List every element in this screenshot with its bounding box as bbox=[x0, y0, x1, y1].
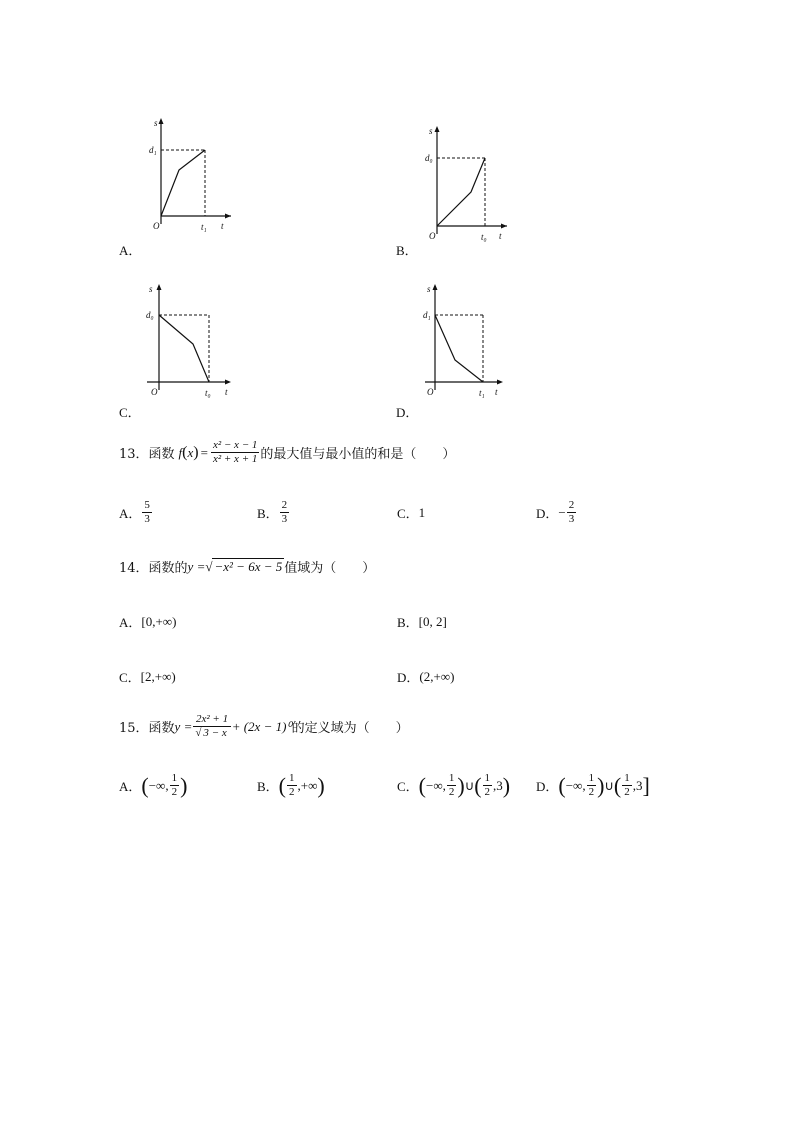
option-d-graph bbox=[421, 280, 511, 405]
q14-expr: y = bbox=[187, 558, 206, 574]
option-sign: − bbox=[558, 504, 566, 520]
option-fraction: $\frac{2}{3}$ bbox=[568, 499, 575, 525]
q14-option-a[interactable] bbox=[119, 612, 176, 631]
question-13: 13．函数 f ( x ) = $\frac{\text{x² − x − 1}}{\text{x² + x + 1}}$ 的最大值与最小值的和是（ ） bbox=[119, 439, 456, 465]
option-value: 1 bbox=[418, 504, 426, 520]
option-fraction: $\frac{5}{3}$ bbox=[144, 499, 150, 525]
q15-tail: + (2x − 1)⁰ bbox=[231, 718, 292, 734]
axis-s-label: s bbox=[154, 118, 158, 128]
q15-option-c[interactable]: C． ( −∞, $\frac{1}{2}$ ) ∪ ( $\frac{1}{2}$ ,3 ) bbox=[397, 772, 511, 798]
option-a-letter[interactable]: A． bbox=[119, 243, 142, 258]
q15-fraction bbox=[193, 713, 230, 740]
q14-number: 14．函数的 bbox=[119, 561, 188, 576]
q13-number: 13．函数 bbox=[119, 447, 175, 462]
axis-t-label: t bbox=[499, 231, 502, 241]
q14-option-d[interactable] bbox=[397, 667, 454, 686]
axis-t-label: t bbox=[225, 387, 228, 397]
t-label: t₀ bbox=[481, 232, 487, 242]
q14-option-b[interactable] bbox=[397, 612, 447, 631]
option-letter: A． bbox=[119, 506, 142, 521]
option-letter: B． bbox=[257, 779, 279, 794]
t-label: t₁ bbox=[201, 222, 207, 232]
option-letter: B． bbox=[397, 615, 419, 630]
q13-var: x bbox=[187, 444, 194, 460]
q13-suffix: 的最大值与最小值的和是（ ） bbox=[260, 447, 456, 462]
axis-s-label: s bbox=[149, 284, 153, 294]
option-fraction: $\frac{2}{3}$ bbox=[281, 499, 288, 525]
option-letter: A． bbox=[119, 779, 142, 794]
option-letter: A． bbox=[119, 615, 142, 630]
q13-option-b[interactable] bbox=[257, 499, 290, 526]
q13-option-c[interactable] bbox=[397, 503, 425, 522]
q15-option-a[interactable]: A． ( −∞, $\frac{1}{2}$ ) bbox=[119, 772, 188, 798]
t-label: t₀ bbox=[205, 388, 211, 398]
q15-numerator: 2x² + 1 bbox=[193, 713, 230, 727]
axis-t-label: t bbox=[221, 221, 224, 231]
q14-suffix: 值域为（ ） bbox=[284, 561, 376, 576]
question-15 bbox=[119, 713, 409, 740]
option-letter: C． bbox=[119, 670, 141, 685]
q13-denominator: x² + x + 1 bbox=[212, 453, 258, 465]
axis-s-label: s bbox=[427, 284, 431, 294]
option-letter: D． bbox=[536, 506, 559, 521]
option-letter: C． bbox=[397, 779, 419, 794]
origin-label: O bbox=[429, 231, 436, 241]
q15-expr: y = bbox=[174, 718, 193, 734]
origin-label: O bbox=[151, 387, 158, 397]
q13-fraction bbox=[211, 439, 259, 466]
option-letter: C． bbox=[397, 506, 419, 521]
option-c-graph bbox=[143, 280, 233, 405]
d-label: d₀ bbox=[146, 310, 154, 320]
q14-radicand: −x² − 6x − 5 bbox=[214, 559, 283, 574]
d-label: d₁ bbox=[149, 145, 157, 155]
q13-option-a[interactable] bbox=[119, 499, 153, 526]
axis-s-label: s bbox=[429, 126, 433, 136]
option-c-letter[interactable]: C． bbox=[119, 405, 141, 420]
q15-suffix: 的定义域为（ ） bbox=[291, 721, 409, 736]
option-b-letter[interactable]: B． bbox=[396, 243, 418, 258]
option-b-graph bbox=[423, 118, 513, 248]
option-value: [0, 2] bbox=[418, 613, 447, 629]
option-value: (2,+∞) bbox=[419, 668, 455, 684]
q13-func: f bbox=[178, 444, 183, 460]
option-letter: D． bbox=[397, 670, 420, 685]
q15-number: 15．函数 bbox=[119, 721, 175, 736]
option-letter: D． bbox=[536, 779, 559, 794]
q14-option-c[interactable] bbox=[119, 667, 176, 686]
q13-option-d[interactable] bbox=[536, 499, 577, 526]
option-value: [0,+∞) bbox=[141, 613, 177, 629]
q15-option-d[interactable]: D． ( −∞, $\frac{1}{2}$ ) ∪ ( $\frac{1}{2}$ ,3 ] bbox=[536, 772, 650, 798]
option-a-graph bbox=[145, 112, 235, 242]
origin-label: O bbox=[153, 221, 160, 231]
d-label: d₁ bbox=[423, 310, 431, 320]
option-d-letter[interactable]: D． bbox=[396, 405, 419, 420]
question-14: 14．函数的 y = √ −x² − 6x − 5 值域为（ ） bbox=[119, 558, 376, 576]
option-value: [2,+∞) bbox=[140, 668, 176, 684]
q15-denominator: √ 3 − x bbox=[195, 727, 227, 739]
q15-option-b[interactable]: B． ( $\frac{1}{2}$ ,+∞ ) bbox=[257, 772, 325, 798]
axis-t-label: t bbox=[495, 387, 498, 397]
option-letter: B． bbox=[257, 506, 279, 521]
origin-label: O bbox=[427, 387, 434, 397]
d-label: d₀ bbox=[425, 153, 433, 163]
t-label: t₁ bbox=[479, 388, 485, 398]
q13-numerator: x² − x − 1 bbox=[212, 439, 258, 451]
